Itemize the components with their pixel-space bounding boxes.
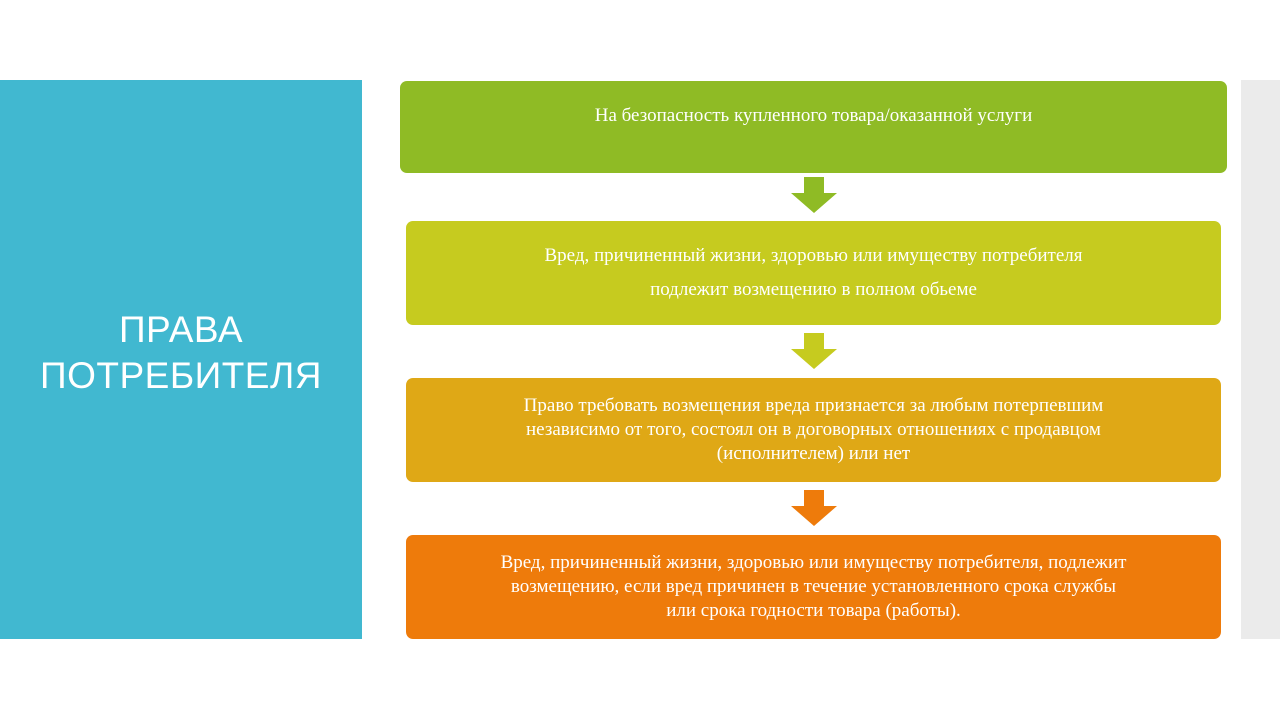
step-box-3 — [406, 378, 1221, 482]
step-text-3: Право требовать возмещения вреда признается за любым потерпевшим независимо от того, состоял он в договорных отношениях с продавцом (исполнителем) или нет — [523, 395, 1104, 464]
arrow-down-icon — [791, 333, 837, 369]
step-text-1: На безопасность купленного товара/оказанной услуги — [594, 105, 1033, 126]
step-text-4: Вред, причиненный жизни, здоровью или имуществу потребителя, подлежит возмещению, если вред причинен в течение установленного срока службы или срока годности товара (работы). — [500, 552, 1127, 621]
arrow-down-icon — [791, 490, 837, 526]
step-box-4 — [406, 535, 1221, 639]
step-box-1 — [400, 81, 1227, 173]
slide-title: ПРАВА ПОТРЕБИТЕЛЯ — [40, 308, 322, 396]
arrow-down-icon — [791, 177, 837, 213]
step-text-2: Вред, причиненный жизни, здоровью или имуществу потребителя подлежит возмещению в полном обьеме — [544, 245, 1083, 300]
title-panel — [0, 80, 362, 639]
right-side-strip — [1241, 80, 1280, 639]
step-box-2 — [406, 221, 1221, 325]
